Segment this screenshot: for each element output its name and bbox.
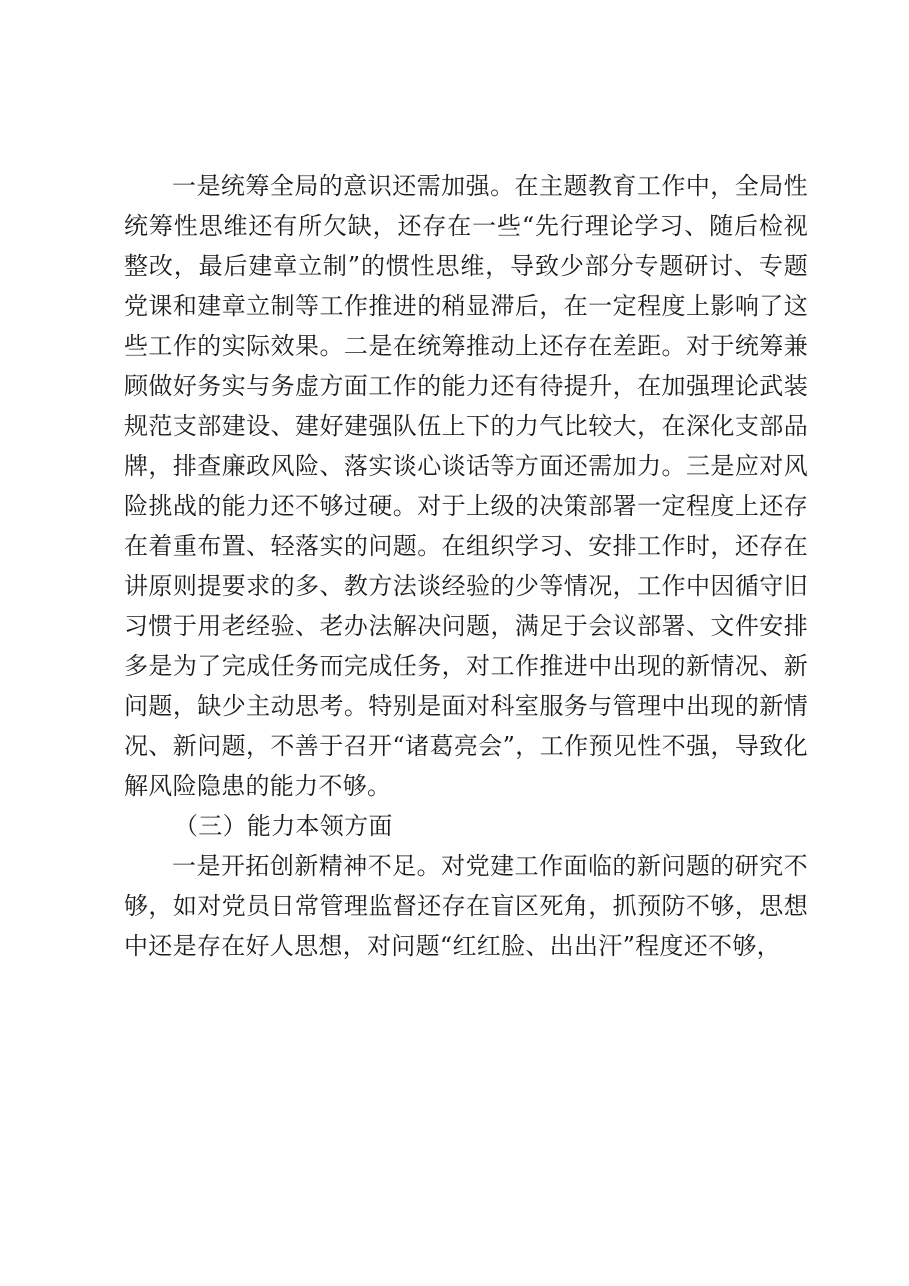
body-paragraph-2: 一是开拓创新精神不足。对党建工作面临的新问题的研究不够，如对党员日常管理监督还存在盲区死角，抓预防不够，思想中还是存在好人思想，对问题“红红脸、出出汗”程度还不够， — [124, 852, 808, 960]
document-page — [124, 166, 808, 966]
section-heading-ability: （三）能力本领方面 — [174, 812, 393, 840]
body-paragraph-1: 一是统筹全局的意识还需加强。在主题教育工作中，全局性统筹性思维还有所欠缺，还存在一些“先行理论学习、随后检视整改，最后建章立制”的惯性思维，导致少部分专题研讨、专题党课和建章立制等工作推进的稍显滞后，在一定程度上影响了这些工作的实际效果。二是在统筹推动上还存在差距。对于统筹兼顾做好务实与务虚方面工作的能力还有待提升，在加强理论武装规范支部建设、建好建强队伍上下的力气比较大，在深化支部品牌，排查廉政风险、落实谈心谈话等方面还需加力。三是应对风险挑战的能力还不够过硬。对于上级的决策部署一定程度上还存在着重布置、轻落实的问题。在组织学习、安排工作时，还存在讲原则提要求的多、教方法谈经验的少等情况，工作中因循守旧习惯于用老经验、老办法解决问题，满足于会议部署、文件安排多是为了完成任务而完成任务，对工作推进中出现的新情况、新问题，缺少主动思考。特别是面对科室服务与管理中出现的新情况、新问题，不善于召开“诸葛亮会”，工作预见性不强，导致化解风险隐患的能力不够。 — [124, 172, 808, 800]
